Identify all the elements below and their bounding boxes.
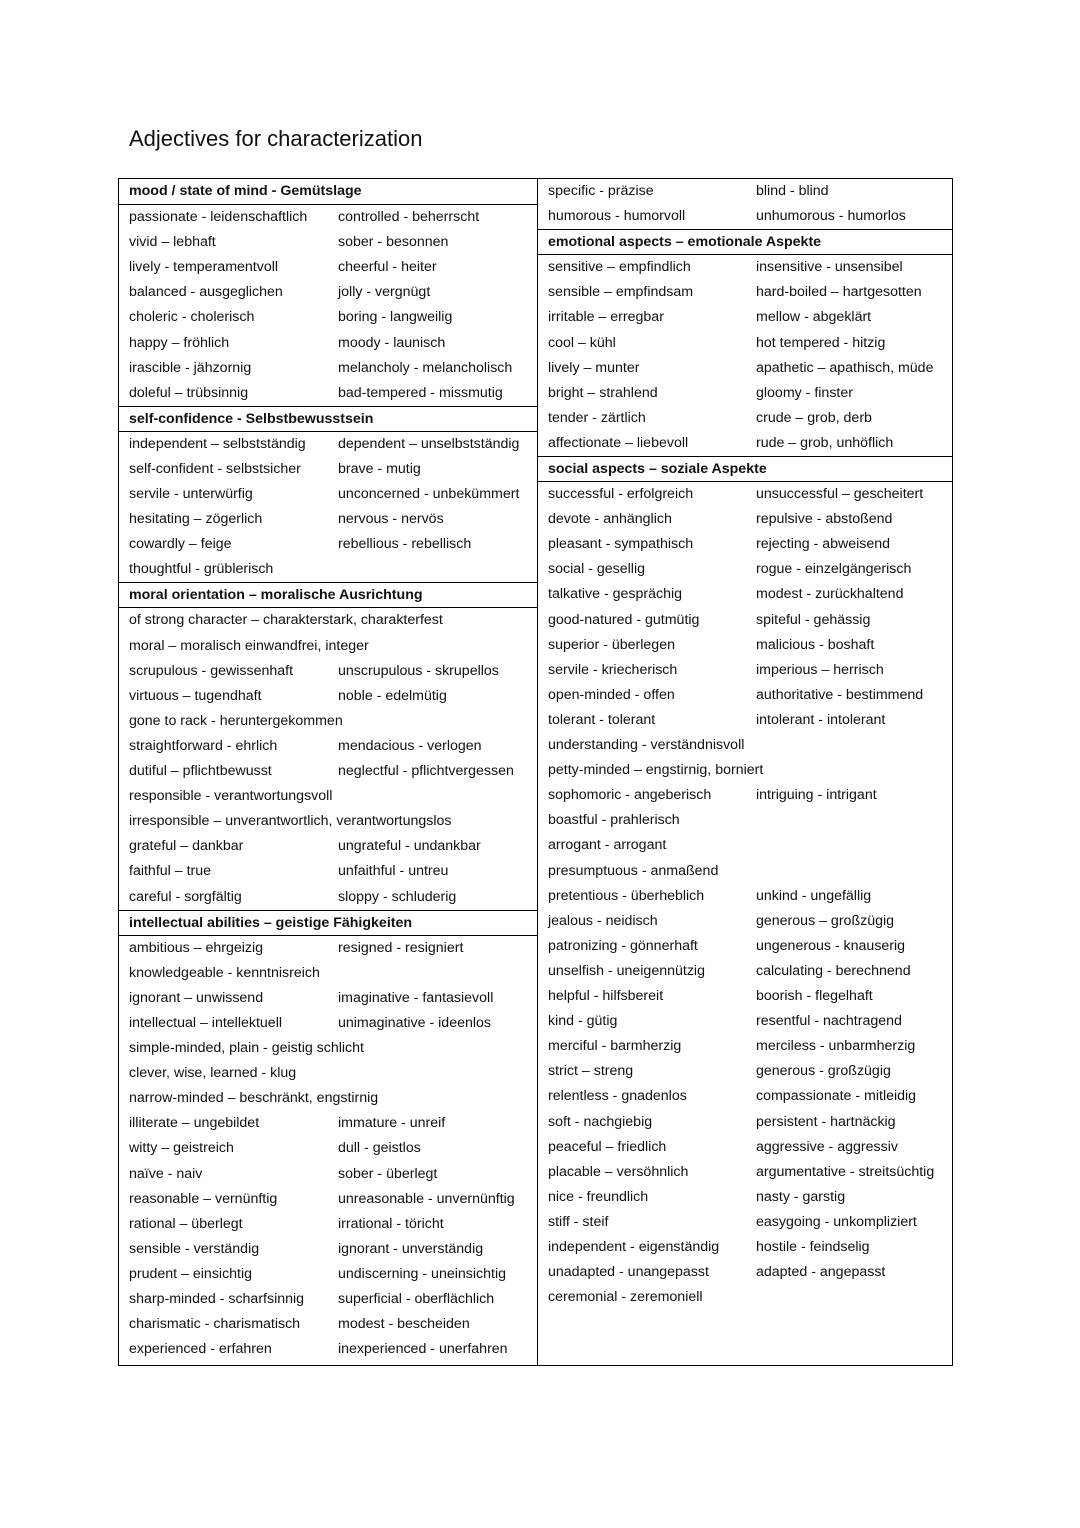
vocab-entry-opposite: unfaithful - untreu: [338, 863, 449, 880]
vocab-entry: irritable – erregbar: [548, 309, 664, 326]
vocab-row: [538, 204, 953, 229]
vocab-entry: helpful - hilfsbereit: [548, 988, 664, 1004]
vocab-entry-opposite: rebellious - rebellisch: [338, 536, 472, 553]
vocab-entry: servile - kriecherisch: [548, 661, 678, 678]
vocab-row: [538, 934, 953, 959]
vocab-entry-opposite: unreasonable - unvernünftig: [338, 1190, 515, 1207]
vocab-row: [119, 634, 537, 659]
vocab-entry: ignorant – unwissend: [129, 989, 264, 1006]
vocab-row: [538, 959, 953, 984]
vocab-row: [119, 1011, 537, 1036]
vocab-row: [119, 1061, 537, 1086]
vocab-entry-opposite: unimaginative - ideenlos: [338, 1014, 492, 1031]
vocab-entry-opposite: rejecting - abweisend: [756, 536, 891, 553]
vocab-entry-opposite: sloppy - schluderig: [338, 888, 457, 905]
vocab-row: [538, 1059, 953, 1084]
vocab-entry: sharp-minded - scharfsinnig: [129, 1291, 305, 1307]
vocab-entry-opposite: nasty - garstig: [756, 1188, 846, 1205]
vocab-entry-opposite: brave - mutig: [338, 460, 421, 477]
section-header-label: social aspects – soziale Aspekte: [548, 461, 767, 477]
vocab-entry: strict – streng: [548, 1063, 634, 1080]
vocab-entry: open-minded - offen: [548, 686, 675, 703]
vocab-entry: bright – strahlend: [548, 384, 658, 401]
vocab-entry: faithful – true: [129, 863, 212, 880]
vocab-row: [119, 331, 537, 356]
vocab-row: [538, 1084, 953, 1109]
vocab-entry-opposite: sober - besonnen: [338, 234, 449, 251]
vocab-entry-opposite: boring - langweilig: [338, 309, 453, 326]
section-header-label: mood / state of mind - Gemütslage: [129, 183, 362, 199]
vocab-entry: talkative - gesprächig: [548, 586, 683, 603]
vocab-row: [538, 381, 953, 406]
vocab-entry: peaceful – friedlich: [548, 1138, 667, 1155]
vocab-row: [538, 1160, 953, 1185]
vocab-entry: choleric - cholerisch: [129, 309, 255, 326]
vocab-row: [119, 759, 537, 784]
vocab-entry: balanced - ausgeglichen: [129, 284, 283, 301]
vocab-entry-opposite: controlled - beherrscht: [338, 209, 480, 225]
vocab-entry-opposite: bad-tempered - missmutig: [338, 384, 503, 401]
vocab-row: [538, 532, 953, 557]
vocab-entry: careful - sorgfältig: [129, 888, 242, 905]
vocab-row: [119, 1111, 537, 1136]
vocab-row: [538, 1009, 953, 1034]
vocab-entry-opposite: generous - großzügig: [756, 1063, 891, 1080]
vocab-entry-opposite: boorish - flegelhaft: [756, 988, 873, 1004]
vocab-entry-opposite: easygoing - unkompliziert: [756, 1213, 917, 1230]
vocab-row: [119, 1212, 537, 1237]
vocab-row: [119, 659, 537, 684]
vocab-entry: narrow-minded – beschränkt, engstirnig: [129, 1090, 379, 1107]
vocab-entry-opposite: resigned - resigniert: [338, 939, 464, 956]
vocab-entry-opposite: ungenerous - knauserig: [756, 937, 906, 954]
vocab-row: [538, 255, 953, 280]
vocab-entry-opposite: malicious - boshaft: [756, 636, 875, 653]
vocab-entry-opposite: crude – grob, derb: [756, 409, 872, 426]
vocab-entry-opposite: moody - launisch: [338, 334, 446, 351]
vocab-row: [538, 331, 953, 356]
vocab-entry-opposite: mendacious - verlogen: [338, 737, 482, 754]
vocab-row: [119, 986, 537, 1011]
vocab-row: [538, 1034, 953, 1059]
vocab-row: [538, 984, 953, 1009]
vocab-entry: humorous - humorvoll: [548, 208, 686, 225]
vocab-entry-opposite: rogue - einzelgängerisch: [756, 561, 912, 578]
vocab-entry-opposite: superficial - oberflächlich: [338, 1291, 495, 1307]
vocab-entry-opposite: ignorant - unverständig: [338, 1240, 484, 1257]
vocab-row: [538, 431, 953, 456]
vocab-entry: ambitious – ehrgeizig: [129, 939, 264, 956]
vocab-entry-opposite: inexperienced - unerfahren: [338, 1341, 508, 1358]
vocab-entry: lively – munter: [548, 359, 640, 376]
vocab-row: [119, 961, 537, 986]
vocab-row: [119, 1287, 537, 1312]
vocab-entry: cool – kühl: [548, 334, 616, 351]
vocab-row: [119, 1162, 537, 1187]
section-header-label: self-confidence - Selbstbewusstsein: [129, 410, 374, 427]
vocab-entry-opposite: dependent – unselbstständig: [338, 435, 520, 452]
vocab-row: [119, 834, 537, 859]
vocab-entry-opposite: imaginative - fantasievoll: [338, 989, 494, 1006]
vocab-row: [119, 532, 537, 557]
vocab-entry: hesitating – zögerlich: [129, 511, 263, 528]
vocab-entry: unadapted - unangepasst: [548, 1264, 709, 1281]
vocab-entry: thoughtful - grüblerisch: [129, 561, 274, 578]
vocab-entry: patronizing - gönnerhaft: [548, 937, 698, 954]
section-header-label: intellectual abilities – geistige Fähigkeiten: [129, 914, 413, 931]
vocab-entry-opposite: jolly - vergnügt: [338, 284, 431, 301]
section-header: [538, 229, 953, 255]
vocab-row: [538, 733, 953, 758]
vocab-entry-opposite: imperious – herrisch: [756, 661, 884, 678]
vocab-entry-opposite: melancholy - melancholisch: [338, 359, 513, 376]
vocab-entry-opposite: authoritative - bestimmend: [756, 686, 924, 703]
vocab-entry-opposite: nervous - nervös: [338, 511, 444, 528]
vocabulary-table: [118, 178, 953, 1366]
vocab-entry-opposite: immature - unreif: [338, 1115, 446, 1132]
vocab-entry-opposite: blind - blind: [756, 183, 829, 199]
vocab-row: [119, 734, 537, 759]
vocab-row: [119, 1187, 537, 1212]
vocab-entry: placable – versöhnlich: [548, 1163, 689, 1180]
vocab-entry: lively - temperamentvoll: [129, 259, 279, 276]
vocab-entry: scrupulous - gewissenhaft: [129, 662, 294, 679]
vocab-entry: sensitive – empfindlich: [548, 259, 691, 276]
vocab-entry: unselfish - uneigennützig: [548, 962, 705, 979]
vocab-row: [119, 709, 537, 734]
vocab-entry: irascible - jähzornig: [129, 359, 252, 376]
vocab-entry: cowardly – feige: [129, 536, 232, 553]
vocab-entry-opposite: merciless - unbarmherzig: [756, 1038, 916, 1055]
vocab-entry-opposite: dull - geistlos: [338, 1140, 421, 1157]
vocab-entry: presumptuous - anmaßend: [548, 862, 719, 879]
vocab-entry: illiterate – ungebildet: [129, 1115, 260, 1132]
vocab-row: [119, 205, 537, 230]
vocab-entry: good-natured - gutmütig: [548, 611, 700, 628]
vocab-entry-opposite: modest - bescheiden: [338, 1316, 470, 1333]
vocab-entry: naïve - naiv: [129, 1165, 203, 1182]
vocab-row: [538, 833, 953, 858]
vocab-row: [538, 1110, 953, 1135]
vocab-entry: relentless - gnadenlos: [548, 1088, 687, 1105]
section-header: [119, 179, 537, 205]
vocab-row: [119, 280, 537, 305]
section-header: [119, 582, 537, 608]
vocab-row: [119, 809, 537, 834]
vocab-entry: understanding - verständnisvoll: [548, 737, 745, 753]
vocab-entry-opposite: hard-boiled – hartgesotten: [756, 284, 922, 301]
vocab-row: [119, 1086, 537, 1111]
vocab-entry-opposite: rude – grob, unhöflich: [756, 434, 894, 451]
vocab-entry-opposite: noble - edelmütig: [338, 687, 447, 704]
vocab-entry-opposite: argumentative - streitsüchtig: [756, 1163, 935, 1180]
vocab-entry: tolerant - tolerant: [548, 711, 656, 728]
vocab-entry-opposite: modest - zurückhaltend: [756, 586, 904, 603]
vocab-entry: witty – geistreich: [129, 1140, 234, 1157]
vocab-row: [538, 1185, 953, 1210]
vocab-row: [538, 859, 953, 884]
vocab-entry: superior - überlegen: [548, 636, 675, 653]
vocab-entry-opposite: unkind - ungefällig: [756, 887, 872, 904]
vocab-row: [538, 482, 953, 507]
vocab-row: [538, 1260, 953, 1285]
vocab-row: [119, 305, 537, 330]
vocab-entry-opposite: insensitive - unsensibel: [756, 259, 903, 276]
vocab-entry-opposite: persistent - hartnäckig: [756, 1113, 896, 1130]
vocab-entry-opposite: intriguing - intrigant: [756, 787, 877, 804]
vocab-row: [538, 1285, 953, 1310]
vocab-entry: prudent – einsichtig: [129, 1265, 253, 1282]
vocab-entry: doleful – trübsinnig: [129, 384, 249, 401]
vocab-entry: pretentious - überheblich: [548, 887, 705, 904]
section-header: [538, 456, 953, 482]
vocab-entry-opposite: cheerful - heiter: [338, 259, 437, 276]
vocab-row: [119, 381, 537, 406]
vocab-entry: vivid – lebhaft: [129, 234, 216, 251]
vocab-entry: petty-minded – engstirnig, borniert: [548, 762, 764, 779]
vocab-entry-opposite: gloomy - finster: [756, 384, 853, 401]
vocab-entry: experienced - erfahren: [129, 1341, 272, 1358]
vocab-entry: specific - präzise: [548, 183, 654, 199]
vocab-entry: dutiful – pflichtbewusst: [129, 763, 272, 779]
vocab-entry: of strong character – charakterstark, charakterfest: [129, 612, 443, 629]
vocab-row: [119, 457, 537, 482]
vocab-entry-opposite: intolerant - intolerant: [756, 711, 886, 728]
vocab-entry: independent - eigenständig: [548, 1239, 720, 1255]
vocab-entry: soft - nachgiebig: [548, 1113, 653, 1130]
vocab-entry: jealous - neidisch: [548, 912, 658, 929]
section-header: [119, 910, 537, 936]
vocab-row: [538, 582, 953, 607]
vocab-row: [119, 1136, 537, 1161]
vocab-row: [119, 1337, 537, 1362]
vocab-entry: stiff - steif: [548, 1213, 609, 1230]
vocab-entry: pleasant - sympathisch: [548, 536, 694, 553]
vocab-row: [538, 808, 953, 833]
vocab-row: [538, 658, 953, 683]
vocab-row: [119, 784, 537, 809]
vocab-entry: sensible - verständig: [129, 1240, 260, 1257]
vocab-row: [119, 1262, 537, 1287]
vocab-row: [119, 1036, 537, 1061]
vocab-row: [538, 633, 953, 658]
vocab-entry-opposite: aggressive - aggressiv: [756, 1138, 898, 1155]
section-header: [119, 406, 537, 432]
vocab-entry-opposite: unscrupulous - skrupellos: [338, 662, 499, 679]
vocab-row: [119, 936, 537, 961]
vocab-entry-opposite: resentful - nachtragend: [756, 1013, 902, 1030]
vocab-entry: responsible - verantwortungsvoll: [129, 788, 333, 805]
vocab-row: [119, 557, 537, 582]
vocab-entry: ceremonial - zeremoniell: [548, 1289, 703, 1306]
vocab-row: [119, 1312, 537, 1337]
vocab-entry-opposite: sober - überlegt: [338, 1165, 438, 1182]
vocab-entry: clever, wise, learned - klug: [129, 1065, 297, 1082]
vocab-row: [538, 758, 953, 783]
vocab-row: [119, 608, 537, 633]
vocab-row: [538, 683, 953, 708]
vocab-row: [119, 255, 537, 280]
vocab-row: [538, 1135, 953, 1160]
vocab-entry-opposite: unsuccessful – gescheitert: [756, 486, 924, 502]
page-title: Adjectives for characterization: [129, 126, 423, 151]
vocab-entry: sophomoric - angeberisch: [548, 787, 712, 804]
vocab-entry: happy – fröhlich: [129, 334, 230, 351]
vocab-entry-opposite: unhumorous - humorlos: [756, 208, 906, 225]
vocab-row: [538, 356, 953, 381]
vocab-entry: tender - zärtlich: [548, 409, 646, 426]
right-column: [537, 179, 953, 1365]
vocab-entry-opposite: apathetic – apathisch, müde: [756, 359, 934, 376]
vocab-row: [538, 909, 953, 934]
vocab-entry: irresponsible – unverantwortlich, verantwortungslos: [129, 813, 452, 830]
vocab-entry-opposite: adapted - angepasst: [756, 1264, 886, 1281]
vocab-row: [538, 1235, 953, 1260]
vocab-entry: self-confident - selbstsicher: [129, 460, 301, 477]
vocab-row: [538, 783, 953, 808]
vocab-entry: boastful - prahlerisch: [548, 812, 680, 829]
vocab-entry-opposite: calculating - berechnend: [756, 962, 911, 979]
vocab-entry: moral – moralisch einwandfrei, integer: [129, 637, 369, 654]
vocab-entry-opposite: generous – großzügig: [756, 912, 895, 929]
vocab-row: [119, 859, 537, 884]
vocab-entry: gone to rack - heruntergekommen: [129, 712, 343, 729]
vocab-entry: simple-minded, plain - geistig schlicht: [129, 1040, 364, 1056]
vocab-entry: knowledgeable - kenntnisreich: [129, 964, 320, 981]
vocab-row: [538, 179, 953, 204]
vocab-entry-opposite: unconcerned - unbekümmert: [338, 486, 520, 502]
vocab-entry: arrogant - arrogant: [548, 837, 667, 854]
vocab-row: [538, 884, 953, 909]
vocab-entry: devote - anhänglich: [548, 511, 672, 528]
vocab-entry: virtuous – tugendhaft: [129, 687, 262, 704]
vocab-row: [119, 482, 537, 507]
vocab-row: [538, 507, 953, 532]
vocab-row: [119, 1237, 537, 1262]
vocab-entry-opposite: repulsive - abstoßend: [756, 511, 893, 528]
vocab-row: [538, 406, 953, 431]
section-header-label: emotional aspects – emotionale Aspekte: [548, 234, 822, 251]
vocab-row: [538, 708, 953, 733]
vocab-entry-opposite: hot tempered - hitzig: [756, 334, 886, 351]
vocab-entry: independent – selbstständig: [129, 435, 306, 452]
vocab-entry: intellectual – intellektuell: [129, 1014, 283, 1031]
vocab-entry: rational – überlegt: [129, 1215, 243, 1232]
vocab-entry-opposite: ungrateful - undankbar: [338, 838, 481, 855]
vocab-entry-opposite: undiscerning - uneinsichtig: [338, 1265, 506, 1282]
vocab-row: [538, 608, 953, 633]
vocab-row: [538, 1210, 953, 1235]
vocab-row: [538, 280, 953, 305]
vocab-entry: straightforward - ehrlich: [129, 737, 278, 754]
vocab-entry-opposite: mellow - abgeklärt: [756, 309, 872, 326]
vocab-row: [119, 356, 537, 381]
vocab-row: [538, 557, 953, 582]
vocab-entry-opposite: compassionate - mitleidig: [756, 1088, 917, 1105]
vocab-entry: kind - gütig: [548, 1013, 618, 1030]
vocab-row: [119, 684, 537, 709]
vocab-row: [119, 885, 537, 910]
vocab-entry: social - gesellig: [548, 561, 645, 578]
vocab-row: [119, 507, 537, 532]
vocab-entry: sensible – empfindsam: [548, 284, 694, 301]
vocab-entry: affectionate – liebevoll: [548, 434, 689, 451]
vocab-entry-opposite: spiteful - gehässig: [756, 611, 871, 628]
vocab-entry: successful - erfolgreich: [548, 486, 694, 502]
vocab-entry-opposite: neglectful - pflichtvergessen: [338, 763, 514, 779]
vocab-entry: passionate - leidenschaftlich: [129, 209, 308, 225]
vocab-entry: merciful - barmherzig: [548, 1038, 682, 1055]
vocab-row: [119, 432, 537, 457]
vocab-entry: charismatic - charismatisch: [129, 1316, 301, 1333]
vocab-entry: reasonable – vernünftig: [129, 1190, 278, 1207]
section-header-label: moral orientation – moralische Ausrichtung: [129, 587, 423, 604]
vocab-row: [538, 305, 953, 330]
vocab-entry-opposite: hostile - feindselig: [756, 1239, 870, 1255]
vocab-entry: grateful – dankbar: [129, 838, 244, 855]
vocab-entry-opposite: irrational - töricht: [338, 1215, 444, 1232]
vocab-entry: nice - freundlich: [548, 1188, 649, 1205]
vocab-entry: servile - unterwürfig: [129, 486, 253, 502]
vocab-row: [119, 230, 537, 255]
